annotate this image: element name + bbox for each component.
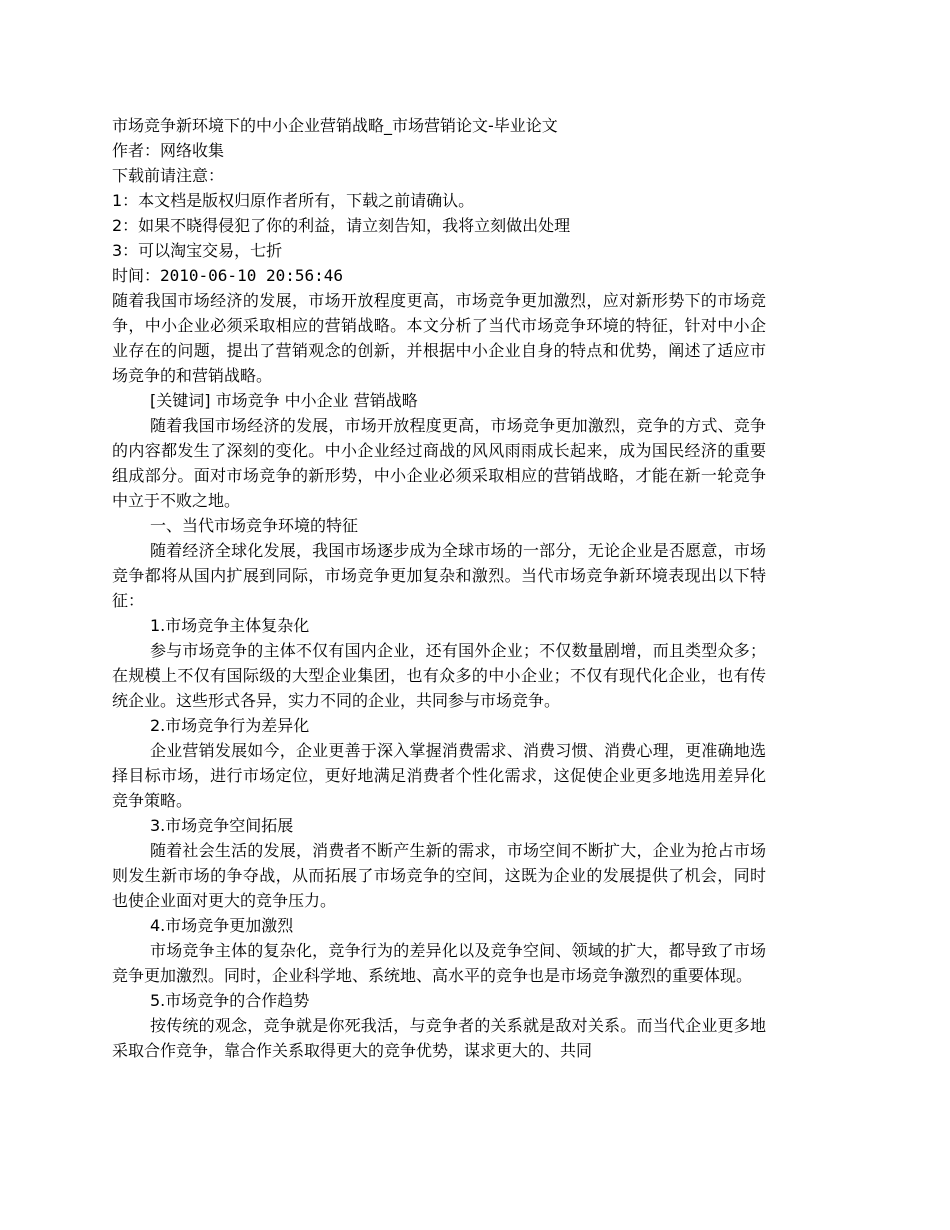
point-heading: 3.市场竞争空间拓展 [150, 816, 294, 835]
notice-heading: 下载前请注意： [112, 166, 225, 185]
document-title: 市场竞争新环境下的中小企业营销战略_市场营销论文-毕业论文 [112, 116, 558, 135]
keywords-line: [关键词] 市场竞争 中小企业 营销战略 [150, 391, 418, 410]
point-heading: 2.市场竞争行为差异化 [150, 716, 310, 735]
point-heading: 4.市场竞争更加激烈 [150, 916, 294, 935]
point-paragraph: 企业营销发展如今，企业更善于深入掌握消费需求、消费习惯、消费心理，更准确地选择目标市场，进行市场定位，更好地满足消费者个性化需求，这促使企业更多地选用差异化竞争策略。 [112, 741, 766, 810]
point-heading: 5.市场竞争的合作趋势 [150, 991, 310, 1010]
notice-item: 3：可以淘宝交易，七折 [112, 241, 283, 260]
point-paragraph: 随着社会生活的发展，消费者不断产生新的需求，市场空间不断扩大，企业为抢占市场则发生新市场的争夺战，从而拓展了市场竞争的空间，这既为企业的发展提供了机会，同时也使企业面对更大的竞争压力。 [112, 841, 766, 910]
section-heading: 一、当代市场竞争环境的特征 [150, 516, 359, 535]
abstract-paragraph: 随着我国市场经济的发展，市场开放程度更高，市场竞争更加激烈，应对新形势下的市场竞争，中小企业必须采取相应的营销战略。本文分析了当代市场竞争环境的特征，针对中小企业存在的问题，提出了营销观念的创新，并根据中小企业自身的特点和优势，阐述了适应市场竞争的和营销战略。 [112, 291, 766, 385]
section-lead-paragraph: 随着经济全球化发展，我国市场逐步成为全球市场的一部分，无论企业是否愿意，市场竞争都将从国内扩展到同际，市场竞争更加复杂和激烈。当代市场竞争新环境表现出以下特征： [112, 541, 766, 610]
point-paragraph: 市场竞争主体的复杂化，竞争行为的差异化以及竞争空间、领域的扩大，都导致了市场竞争更加激烈。同时，企业科学地、系统地、高水平的竞争也是市场竞争激烈的重要体现。 [112, 941, 766, 985]
notice-item: 2：如果不晓得侵犯了你的利益，请立刻告知，我将立刻做出处理 [112, 216, 571, 235]
timestamp-line: 时间：2010-06-10 20:56:46 [112, 266, 344, 285]
author-line: 作者：网络收集 [112, 141, 225, 160]
point-paragraph: 按传统的观念，竞争就是你死我活，与竞争者的关系就是敌对关系。而当代企业更多地采取合作竞争，靠合作关系取得更大的竞争优势，谋求更大的、共同 [112, 1016, 766, 1060]
point-heading: 1.市场竞争主体复杂化 [150, 616, 310, 635]
intro-paragraph: 随着我国市场经济的发展，市场开放程度更高，市场竞争更加激烈，竞争的方式、竞争的内容都发生了深刻的变化。中小企业经过商战的风风雨雨成长起来，成为国民经济的重要组成部分。面对市场竞争的新形势，中小企业必须采取相应的营销战略，才能在新一轮竞争中立于不败之地。 [112, 416, 766, 510]
notice-item: 1：本文档是版权归原作者所有，下载之前请确认。 [112, 191, 475, 210]
point-paragraph: 参与市场竞争的主体不仅有国内企业，还有国外企业；不仅数量剧增，而且类型众多；在规模上不仅有国际级的大型企业集团，也有众多的中小企业；不仅有现代化企业，也有传统企业。这些形式各异，实力不同的企业，共同参与市场竞争。 [112, 641, 766, 710]
document-page [112, 113, 766, 1063]
